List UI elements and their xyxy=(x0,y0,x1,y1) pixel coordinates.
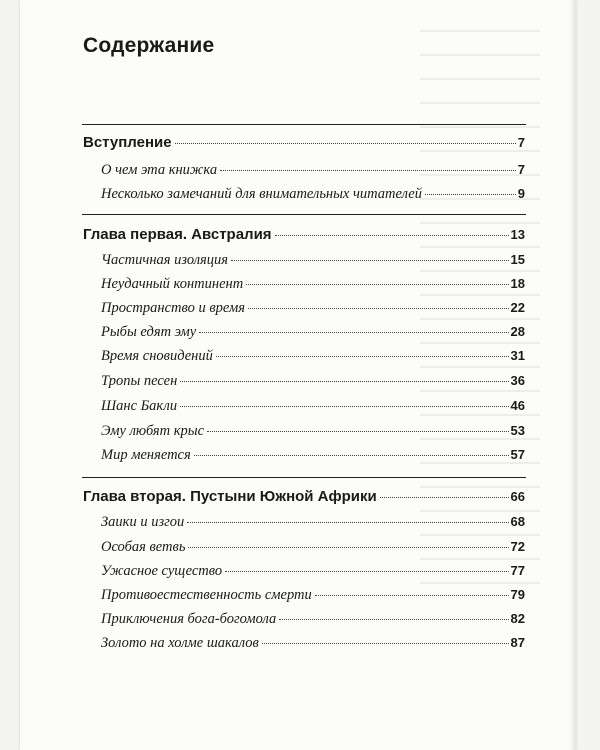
toc-entry xyxy=(101,298,525,318)
toc-entry xyxy=(101,160,525,180)
page-number: 7 xyxy=(517,135,525,150)
page-number: 82 xyxy=(510,611,525,626)
toc-entry xyxy=(101,609,525,629)
page-number: 79 xyxy=(510,587,525,602)
page-number: 15 xyxy=(510,252,525,267)
page-title: Содержание xyxy=(83,34,215,57)
entry-title: Частичная изоляция xyxy=(101,252,229,268)
leader-dots xyxy=(262,643,509,644)
leader-dots xyxy=(175,143,516,144)
toc-chapter xyxy=(83,487,525,507)
entry-title: Время сновидений xyxy=(101,348,213,364)
page-number: 22 xyxy=(510,300,525,315)
toc-entry xyxy=(101,445,525,465)
leader-dots xyxy=(225,571,508,572)
entry-title: Несколько замечаний для внимательных читателей xyxy=(101,186,422,202)
chapter-title: Глава первая. Австралия xyxy=(83,226,272,243)
toc-entry xyxy=(101,585,525,605)
leader-dots xyxy=(279,619,508,620)
book-page xyxy=(20,0,576,750)
leader-dots xyxy=(216,356,509,357)
page-number: 36 xyxy=(510,373,525,388)
entry-title: Особая ветвь xyxy=(101,539,186,555)
toc-entry xyxy=(101,512,525,532)
page-number: 18 xyxy=(510,276,525,291)
leader-dots xyxy=(207,431,509,432)
leader-dots xyxy=(380,497,509,498)
section-divider xyxy=(82,124,526,125)
toc-entry xyxy=(101,633,525,653)
page-number: 46 xyxy=(510,398,525,413)
page-number: 7 xyxy=(517,162,525,177)
entry-title: Противоестественность смерти xyxy=(101,587,312,603)
entry-title: Приключения бога-богомола xyxy=(101,611,277,627)
leader-dots xyxy=(248,308,509,309)
toc-chapter xyxy=(83,225,525,245)
leader-dots xyxy=(199,332,508,333)
page-number: 87 xyxy=(510,635,525,650)
leader-dots xyxy=(315,595,509,596)
page-number: 13 xyxy=(510,227,525,242)
page-number: 53 xyxy=(510,423,525,438)
section-divider xyxy=(82,477,526,478)
toc-entry xyxy=(101,250,525,270)
page-number: 28 xyxy=(510,324,525,339)
page-number: 66 xyxy=(510,489,525,504)
toc-entry xyxy=(101,421,525,441)
toc-entry xyxy=(101,346,525,366)
toc-entry xyxy=(101,561,525,581)
page-number: 57 xyxy=(510,447,525,462)
toc-entry xyxy=(101,322,525,342)
leader-dots xyxy=(246,284,508,285)
toc-entry xyxy=(101,371,525,391)
entry-title: Шанс Бакли xyxy=(101,398,178,414)
entry-title: Тропы песен xyxy=(101,373,178,389)
page-number: 31 xyxy=(510,348,525,363)
page-edge-shadow xyxy=(570,0,576,750)
leader-dots xyxy=(187,522,508,523)
chapter-title: Вступление xyxy=(83,134,172,151)
entry-title: Эму любят крыс xyxy=(101,423,205,439)
chapter-title: Глава вторая. Пустыни Южной Африки xyxy=(83,488,377,505)
leader-dots xyxy=(425,194,516,195)
leader-dots xyxy=(231,260,509,261)
toc-entry xyxy=(101,537,525,557)
page-number: 9 xyxy=(517,186,525,201)
entry-title: Рыбы едят эму xyxy=(101,324,197,340)
entry-title: Ужасное существо xyxy=(101,563,223,579)
leader-dots xyxy=(220,170,516,171)
entry-title: О чем эта книжка xyxy=(101,162,218,178)
entry-title: Заики и изгои xyxy=(101,514,185,530)
leader-dots xyxy=(275,235,509,236)
toc-chapter xyxy=(83,133,525,153)
toc-entry xyxy=(101,184,525,204)
entry-title: Мир меняется xyxy=(101,447,191,463)
leader-dots xyxy=(180,406,508,407)
page-number: 77 xyxy=(510,563,525,578)
entry-title: Неудачный континент xyxy=(101,276,244,292)
entry-title: Пространство и время xyxy=(101,300,245,316)
page-number: 68 xyxy=(510,514,525,529)
entry-title: Золото на холме шакалов xyxy=(101,635,259,651)
page-number: 72 xyxy=(510,539,525,554)
toc-entry xyxy=(101,274,525,294)
section-divider xyxy=(82,214,526,215)
leader-dots xyxy=(180,381,508,382)
leader-dots xyxy=(188,547,508,548)
toc-entry xyxy=(101,396,525,416)
leader-dots xyxy=(194,455,509,456)
